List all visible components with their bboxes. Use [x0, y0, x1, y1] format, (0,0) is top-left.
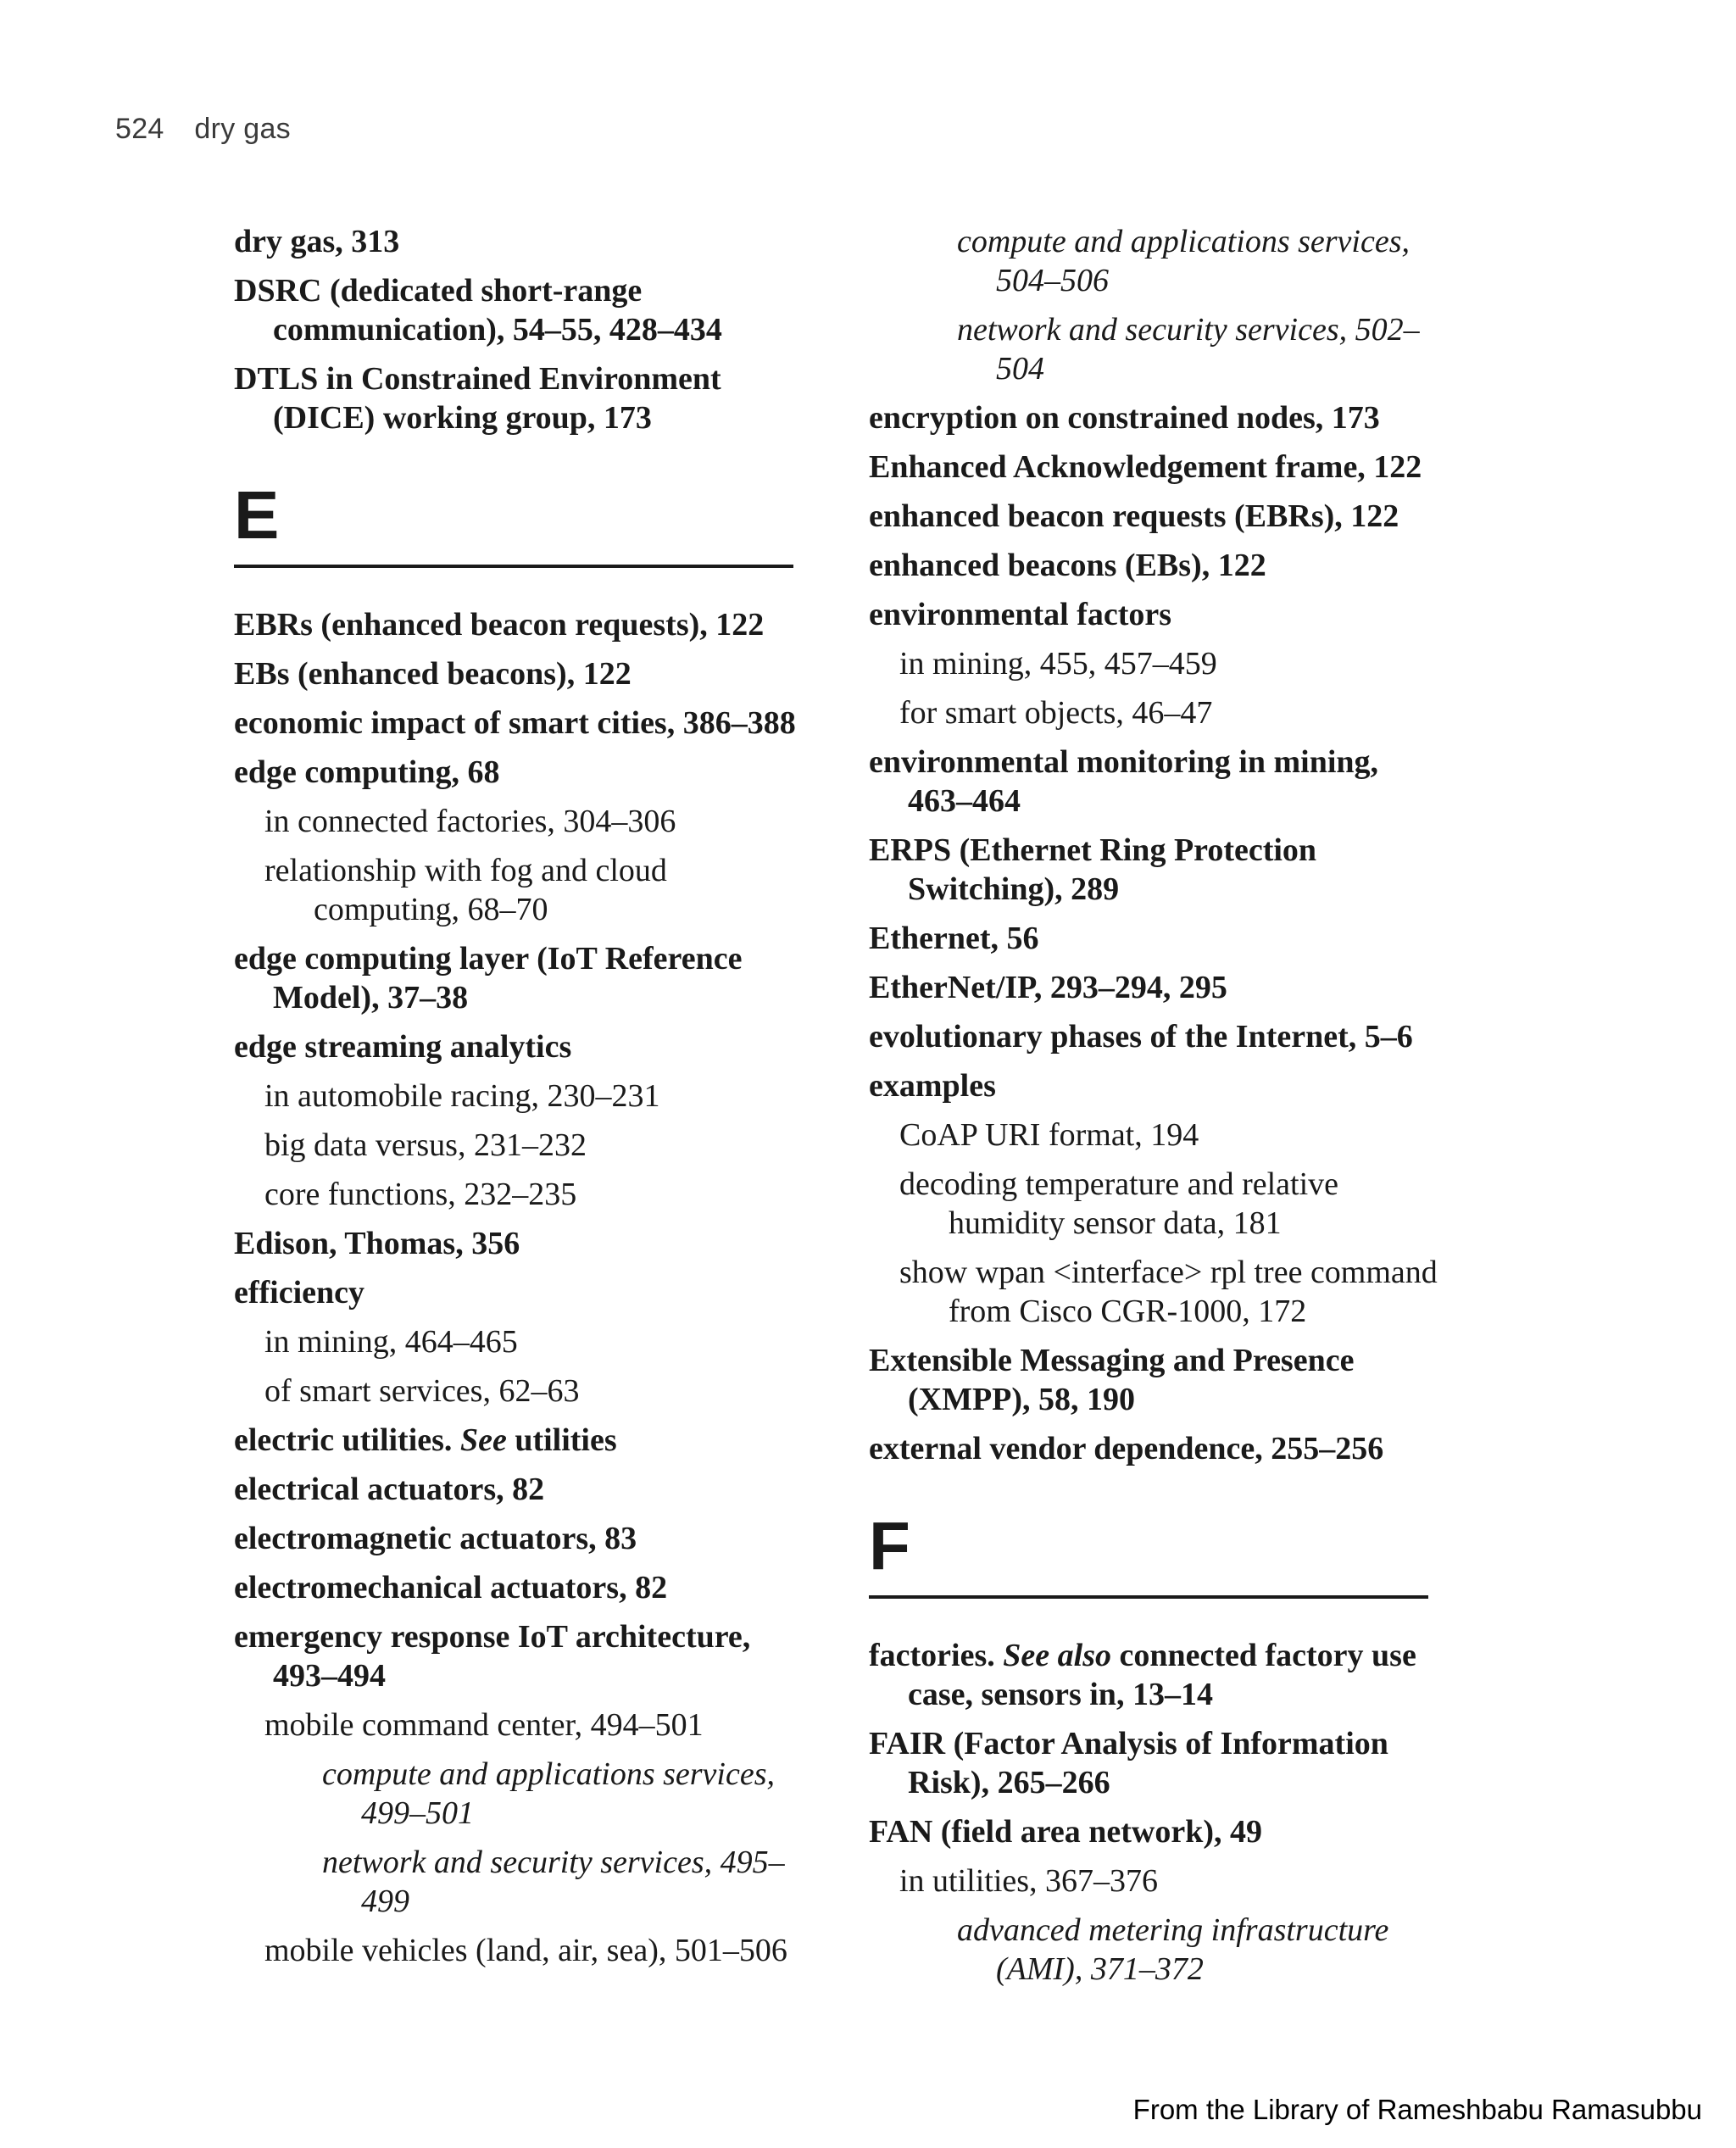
index-entry-level-1: enhanced beacons (EBs), 122 — [869, 548, 1266, 583]
index-entry-level-1: Enhanced Acknowledgement frame, 122 — [869, 449, 1422, 485]
index-entry-level-2: show wpan <interface> rpl tree command from Cisco CGR-1000, 172 — [899, 1255, 1438, 1329]
index-entry-level-1: emergency response IoT architecture, 493–494 — [234, 1619, 751, 1694]
index-entry-level-1: DSRC (dedicated short-range communication), 54–55, 428–434 — [234, 273, 722, 348]
index-entry-level-2: for smart objects, 46–47 — [899, 695, 1213, 731]
index-entry-level-2: in automobile racing, 230–231 — [264, 1078, 660, 1114]
index-entry-level-1: environmental factors — [869, 597, 1172, 632]
index-entry-level-1: enhanced beacon requests (EBRs), 122 — [869, 498, 1399, 534]
index-entry-level-3: compute and applications services, 499–501 — [322, 1756, 776, 1831]
index-entry-level-2: relationship with fog and cloud computing, 68–70 — [264, 853, 667, 927]
index-entry-level-1: edge computing, 68 — [234, 754, 500, 790]
cross-reference: See also — [1003, 1638, 1111, 1673]
index-entry-level-1: evolutionary phases of the Internet, 5–6 — [869, 1019, 1413, 1055]
index-entry-level-1: external vendor dependence, 255–256 — [869, 1431, 1384, 1466]
index-entry-level-3: advanced metering infrastructure (AMI), 371–372 — [957, 1912, 1389, 1987]
cross-reference: See — [459, 1422, 507, 1458]
index-entry-level-3: network and security services, 502–504 — [957, 312, 1420, 387]
running-head — [115, 113, 291, 146]
index-entry-level-1: electrical actuators, 82 — [234, 1472, 545, 1507]
cross-reference-target: utilities — [506, 1422, 617, 1458]
page-number: 524 — [115, 113, 164, 145]
library-footer: From the Library of Rameshbabu Ramasubbu — [1132, 2094, 1702, 2125]
index-entry-level-1: EtherNet/IP, 293–294, 295 — [869, 970, 1227, 1005]
index-entry-level-1: electromagnetic actuators, 83 — [234, 1521, 637, 1556]
entry-text: factories. — [869, 1638, 1004, 1673]
index-column-left — [234, 222, 810, 1970]
index-entry-level-1: DTLS in Constrained Environment (DICE) working group, 173 — [234, 361, 721, 436]
index-entry-level-1: FAIR (Factor Analysis of Information Risk), 265–266 — [869, 1726, 1388, 1800]
index-entry-level-2: core functions, 232–235 — [264, 1177, 577, 1212]
index-entry-level-2: CoAP URI format, 194 — [899, 1117, 1199, 1153]
cross-reference-target: connected factory use case, sensors in, 13–14 — [908, 1638, 1416, 1712]
index-entry-level-1 — [869, 1636, 1445, 1714]
index-entry-level-1: electromechanical actuators, 82 — [234, 1570, 668, 1605]
index-entry-level-1: Ethernet, 56 — [869, 921, 1039, 956]
index-entry-level-1: Extensible Messaging and Presence (XMPP), 58, 190 — [869, 1343, 1355, 1417]
index-entry-level-1: ERPS (Ethernet Ring Protection Switching), 289 — [869, 832, 1317, 907]
section-letter-e: E — [234, 481, 793, 568]
entry-text: electric utilities. — [234, 1422, 460, 1458]
index-entry-level-2: in mining, 464–465 — [264, 1324, 518, 1360]
index-column-right — [869, 222, 1445, 1989]
index-entry-level-2: in mining, 455, 457–459 — [899, 646, 1217, 682]
index-entry-level-1: environmental monitoring in mining, 463–464 — [869, 744, 1379, 819]
index-entry-level-1 — [234, 1421, 810, 1460]
index-entry-level-1: encryption on constrained nodes, 173 — [869, 400, 1380, 436]
index-entry-level-3: network and security services, 495–499 — [322, 1845, 785, 1919]
index-entry-level-2: mobile vehicles (land, air, sea), 501–506 — [264, 1933, 787, 1968]
index-entry-level-1: Edison, Thomas, 356 — [234, 1226, 520, 1261]
index-entry-level-1: efficiency — [234, 1275, 365, 1311]
index-entry-level-2: in connected factories, 304–306 — [264, 804, 676, 839]
index-entry-level-2: big data versus, 231–232 — [264, 1127, 587, 1163]
index-entry-level-2: in utilities, 367–376 — [899, 1863, 1159, 1899]
index-entry-level-1: edge streaming analytics — [234, 1029, 572, 1065]
index-entry-level-1: edge computing layer (IoT Reference Model), 37–38 — [234, 941, 743, 1016]
guide-word: dry gas — [194, 113, 291, 145]
index-entry-level-2: decoding temperature and relative humidity sensor data, 181 — [899, 1166, 1339, 1241]
index-entry-level-1: FAN (field area network), 49 — [869, 1814, 1262, 1850]
index-entry-level-3: compute and applications services, 504–506 — [957, 224, 1410, 298]
index-entry-level-1: economic impact of smart cities, 386–388 — [234, 705, 796, 741]
index-entry-level-2: of smart services, 62–63 — [264, 1373, 580, 1409]
index-entry-level-1: EBs (enhanced beacons), 122 — [234, 656, 632, 692]
index-entry-level-1: dry gas, 313 — [234, 224, 400, 259]
index-entry-level-1: EBRs (enhanced beacon requests), 122 — [234, 607, 765, 643]
section-letter-f: F — [869, 1512, 1428, 1599]
index-entry-level-1: examples — [869, 1068, 996, 1104]
index-entry-level-2: mobile command center, 494–501 — [264, 1707, 704, 1743]
